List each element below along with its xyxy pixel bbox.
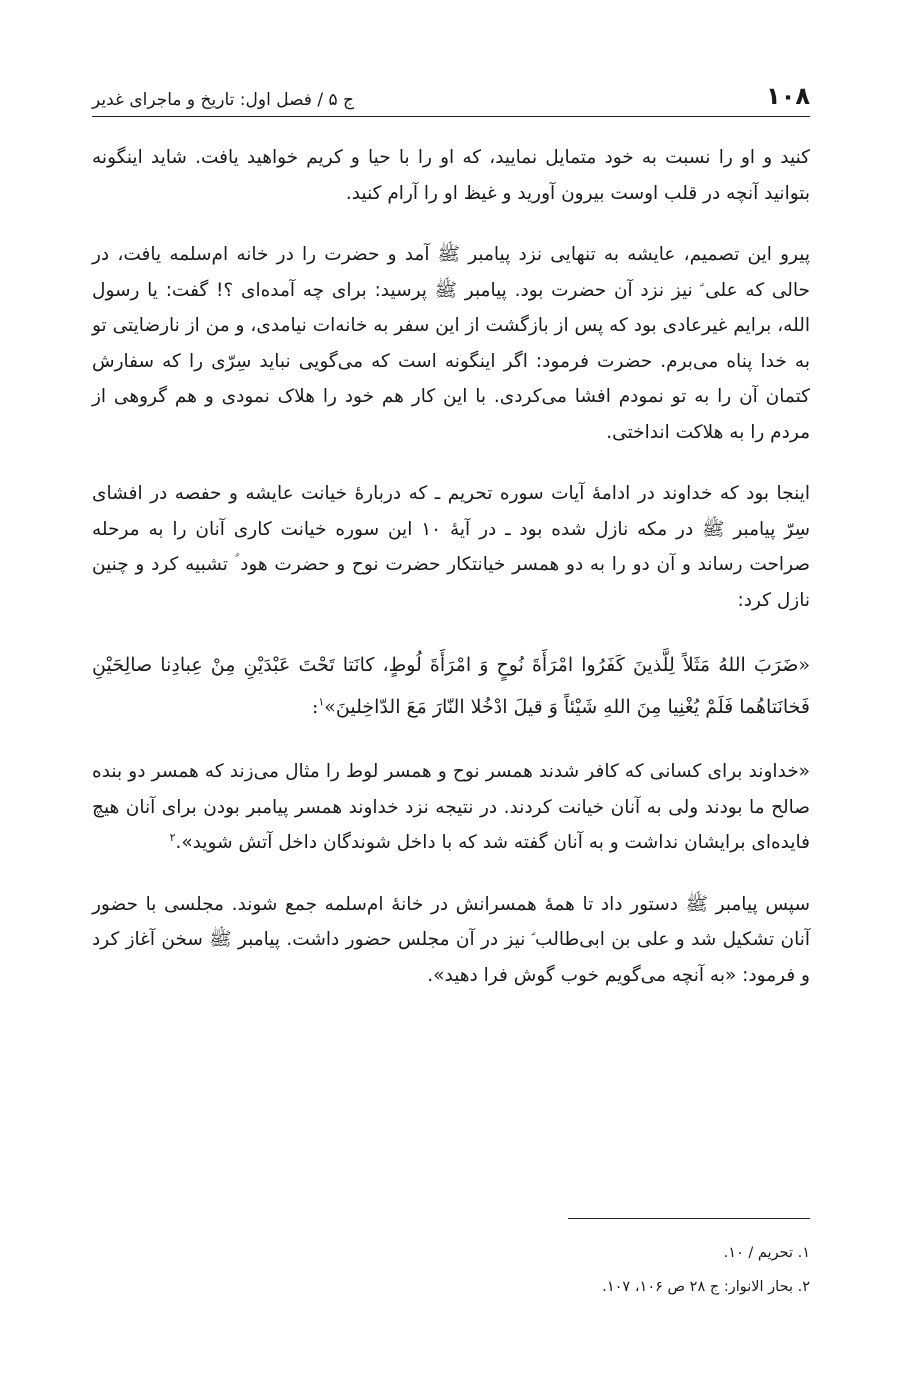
page-number: ۱۰۸ [766,82,810,110]
paragraph-closing: سپس پیامبر ﷺ دستور داد تا همهٔ همسرانش در خانهٔ ام‌سلمه جمع شوند. مجلسی با حضور آنان تشکیل شد و علی بن ابی‌طالب ؑ نیز در آن مجلس حضور داشت. پیامبر ﷺ سخن آغاز کرد و فرمود: «به آنچه می‌گویم خوب گوش فرا دهید». [92,893,810,986]
footnote-2: ۲. بحار الانوار: ج ۲۸ ص ۱۰۶، ۱۰۷. [602,1279,810,1295]
footnote-divider [568,1218,810,1219]
book-page [92,0,810,1390]
paragraph-1: کنید و او را نسبت به خود متمایل نمایید، که او را با حیا و کریم خواهید یافت. شاید اینگونه بتوانید آنچه در قلب اوست بیرون آورید و غیظ او را آرام کنید. [92,147,810,204]
footnote-1: ۱. تحریم / ۱۰. [723,1245,810,1261]
verse-translation-text: «خداوند برای کسانی که کافر شدند همسر نوح و همسر لوط را مثال می‌زند که همسر دو بنده صالح ما بودند ولی به آنان خیانت کردند. در نتیجه نزد خداوند همسر پیامبر بودن برای آنان هیچ فایده‌ای برایشان نداشت و به آنان گفته شد که با داخل شوندگان داخل آتش شوید». [92,761,810,853]
paragraph-3: اینجا بود که خداوند در ادامهٔ آیات سوره تحریم ـ که دربارهٔ خیانت عایشه و حفصه در افشای سِرّ پیامبر ﷺ در مکه نازل شده بود ـ در آیهٔ ۱۰ این سوره خیانت کاری آنان را به مرحله صراحت رساند و آن دو را به دو همسر خیانتکار حضرت نوح و حضرت هود ؑ تشبیه کرد و چنین نازل کرد: [92,483,810,611]
chapter-title: ج ۵ / فصل اول: تاریخ و ماجرای غدیر [92,90,355,110]
footnotes [92,1236,810,1304]
verse-translation [92,754,810,861]
running-header [92,70,810,117]
body-text [92,140,810,1019]
quran-verse-text: «ضَرَبَ اللهُ مَثَلاً لِلَّذینَ کَفَرُوا امْرَأَةَ نُوحٍ وَ امْرَأَةَ لُوطٍ، کانَتا تَحْتَ عَبْدَیْنِ مِنْ عِبادِنا صالِحَیْنِ فَخانَتاهُما فَلَمْ یُغْنِیا مِنَ اللهِ شَیْئاً وَ قیلَ ادْخُلا النّارَ مَعَ الدّاخِلینَ» [92,654,810,718]
footnote-ref-1[interactable]: ۱ [318,695,325,709]
quran-verse-colon: : [311,696,319,718]
quran-verse [92,644,810,728]
paragraph-2: پیرو این تصمیم، عایشه به تنهایی نزد پیامبر ﷺ آمد و حضرت را در خانه ام‌سلمه یافت، در حالی که علی ؑ نیز نزد آن حضرت بود. پیامبر ﷺ پرسید: برای چه آمده‌ای ؟! گفت: یا رسول الله، برایم غیرعادی بود که پس از بازگشت از این سفر به خانه‌ات نیامدی، و من از نارضایتی تو به خدا پناه می‌برم. حضرت فرمود: اگر اینگونه است که می‌گویی نباید سِرّی را که سفارش کتمان آن را به تو نمودم افشا می‌کردی. با این کار هم خود را هلاک نمودی و هم گروهی از مردم را به هلاکت انداختی. [92,244,810,443]
footnote-ref-2[interactable]: ۲ [169,830,176,844]
